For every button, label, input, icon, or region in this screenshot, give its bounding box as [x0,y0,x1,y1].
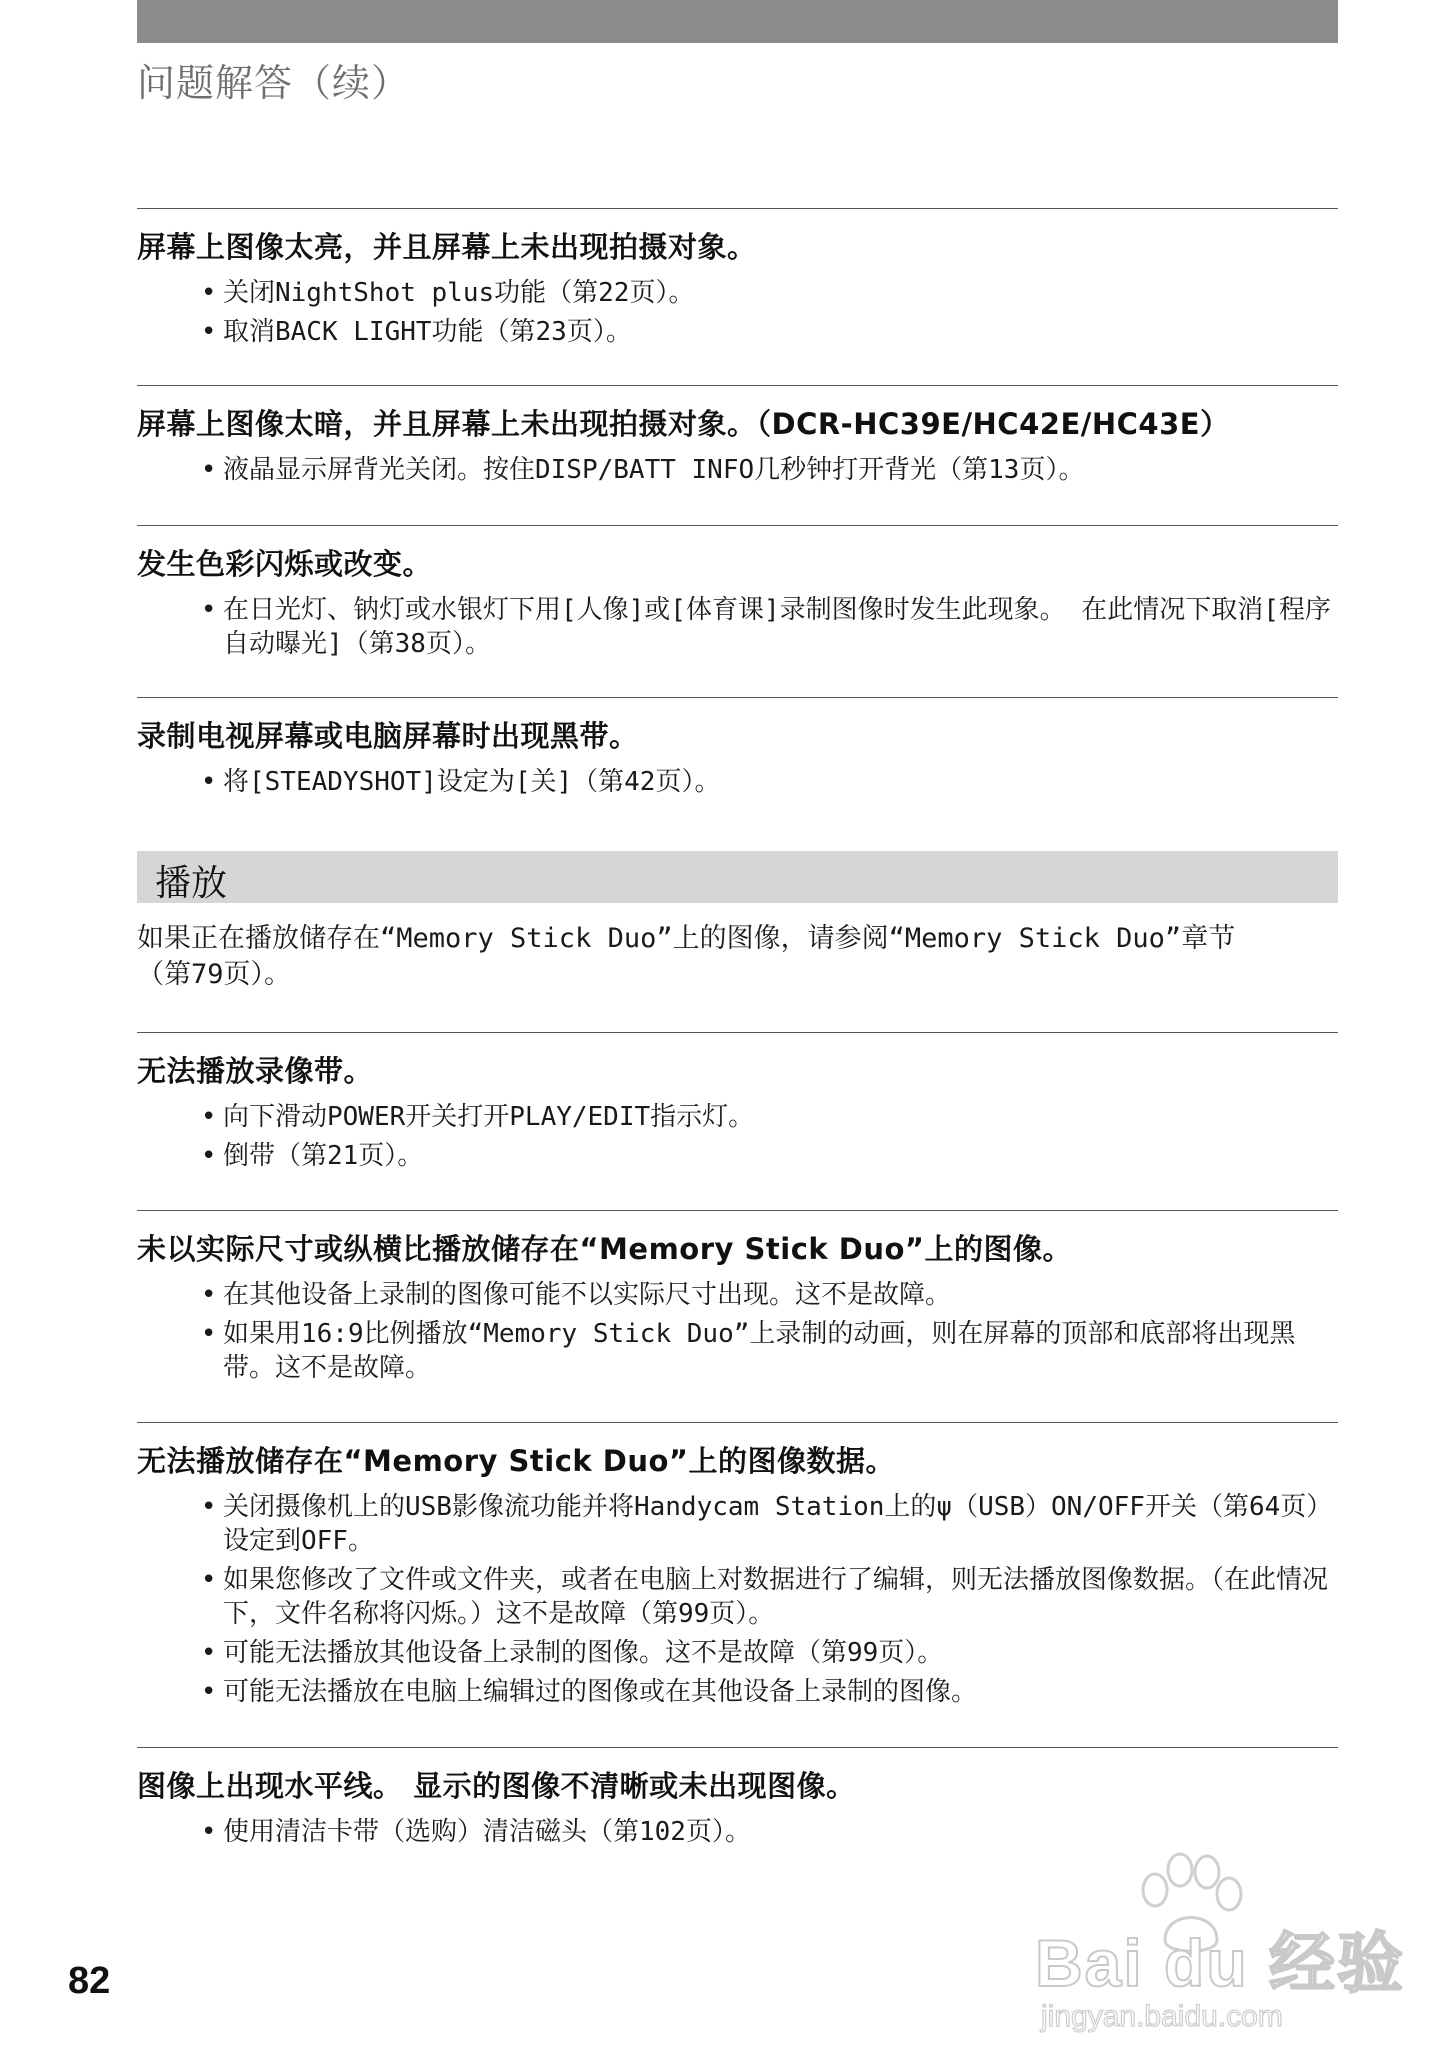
faq-entry [137,697,1338,804]
divider [137,525,1338,526]
solution-item [201,1278,1338,1312]
solution-item [201,1139,1338,1173]
bullet-icon: • [201,317,217,347]
entry-heading: 屏幕上图像太亮，并且屏幕上未出现拍摄对象。 [137,230,757,264]
divider [137,385,1338,386]
bullet-icon: • [201,1677,217,1707]
bullet-icon: • [201,455,217,485]
solution-item [201,1815,1338,1849]
solution-list [137,1100,1338,1173]
watermark-brand: Bai du 经验 [1035,1926,1406,2000]
bullet-icon: • [201,1492,217,1522]
solution-list [137,453,1338,487]
solution-text: 取消BACK LIGHT功能（第23页）。 [223,317,632,347]
section-header-playback [137,851,1338,903]
section-intro: 如果正在播放储存在“Memory Stick Duo”上的图像，请参阅“Memory Stick Duo”章节（第79页）。 [137,923,1236,990]
entry-heading: 无法播放录像带。 [137,1054,374,1088]
faq-entry [137,1747,1338,1854]
solution-item [201,1317,1338,1385]
bullet-icon: • [201,1565,217,1595]
watermark [1025,1850,1406,2050]
faq-entry [137,1210,1338,1390]
solution-text: 可能无法播放其他设备上录制的图像。这不是故障（第99页）。 [223,1638,944,1668]
solution-text: 倒带（第21页）。 [223,1141,424,1171]
entry-heading: 未以实际尺寸或纵横比播放储存在“Memory Stick Duo”上的图像。 [137,1232,1072,1266]
solution-item [201,315,1338,349]
bullet-icon: • [201,1817,217,1847]
solution-item [201,1563,1338,1631]
page-title: 问题解答（续） [137,61,411,105]
faq-entry [137,525,1338,666]
divider [137,1747,1338,1748]
section-title: 播放 [155,863,228,904]
bullet-icon: • [201,595,217,625]
bullet-icon: • [201,1319,217,1349]
bullet-icon: • [201,278,217,308]
solution-item [201,1636,1338,1670]
solution-text: 液晶显示屏背光关闭。按住DISP/BATT INFO几秒钟打开背光（第13页）。 [223,455,1085,485]
bullet-icon: • [201,1102,217,1132]
solution-text: 使用清洁卡带（选购）清洁磁头（第102页）。 [223,1817,751,1847]
entry-heading: 屏幕上图像太暗，并且屏幕上未出现拍摄对象。（DCR-HC39E/HC42E/HC43E） [137,407,1230,441]
entry-heading: 图像上出现水平线。 显示的图像不清晰或未出现图像。 [137,1769,856,1803]
solution-text: 向下滑动POWER开关打开PLAY/EDIT指示灯。 [223,1102,755,1132]
solution-list [137,593,1338,661]
solution-text: 关闭NightShot plus功能（第22页）。 [223,278,695,308]
solution-text: 将[STEADYSHOT]设定为[关]（第42页）。 [223,767,721,797]
solution-item [201,276,1338,310]
solution-text: 在其他设备上录制的图像可能不以实际尺寸出现。这不是故障。 [223,1280,952,1310]
divider [137,1032,1338,1033]
bullet-icon: • [201,1280,217,1310]
solution-list [137,1490,1338,1709]
divider [137,208,1338,209]
faq-entry [137,1032,1338,1178]
solution-item [201,1100,1338,1134]
solution-text: 如果用16:9比例播放“Memory Stick Duo”上录制的动画，则在屏幕的顶部和底部将出现黑带。这不是故障。 [223,1319,1296,1383]
faq-entry [137,208,1338,354]
bullet-icon: • [201,767,217,797]
solution-list [137,1815,1338,1849]
bullet-icon: • [201,1141,217,1171]
solution-item [201,1675,1338,1709]
divider [137,1422,1338,1423]
solution-list [137,1278,1338,1385]
entry-heading: 无法播放储存在“Memory Stick Duo”上的图像数据。 [137,1444,895,1478]
faq-entry [137,1422,1338,1714]
solution-text: 如果您修改了文件或文件夹，或者在电脑上对数据进行了编辑，则无法播放图像数据。（在此情况下，文件名称将闪烁。）这不是故障（第99页）。 [223,1565,1329,1629]
solution-text: 在日光灯、钠灯或水银灯下用[人像]或[体育课]录制图像时发生此现象。 在此情况下取消[程序自动曝光]（第38页）。 [223,595,1331,659]
page-number: 82 [68,1960,111,2002]
solution-item [201,1490,1338,1558]
divider [137,697,1338,698]
solution-list [137,765,1338,799]
watermark-url: jingyan.baidu.com [1041,2000,1283,2033]
faq-entry [137,385,1338,492]
solution-text: 关闭摄像机上的USB影像流功能并将Handycam Station上的ψ（USB）ON/OFF开关（第64页）设定到OFF。 [223,1492,1333,1556]
solution-item [201,593,1338,661]
divider [137,1210,1338,1211]
bullet-icon: • [201,1638,217,1668]
solution-text: 可能无法播放在电脑上编辑过的图像或在其他设备上录制的图像。 [223,1677,978,1707]
header-bar [137,0,1338,43]
solution-item [201,765,1338,799]
solution-list [137,276,1338,349]
entry-heading: 录制电视屏幕或电脑屏幕时出现黑带。 [137,719,639,753]
solution-item [201,453,1338,487]
entry-heading: 发生色彩闪烁或改变。 [137,547,433,581]
